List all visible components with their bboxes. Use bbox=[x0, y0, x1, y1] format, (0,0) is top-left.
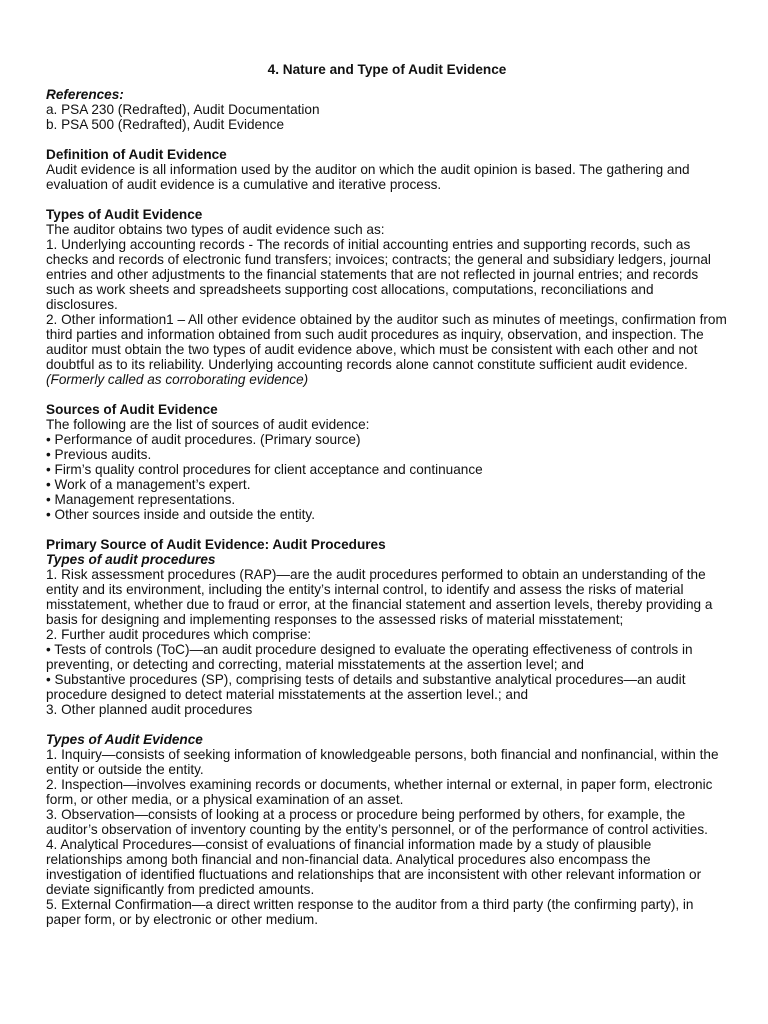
primary-source-heading: Primary Source of Audit Evidence: Audit Procedures bbox=[46, 537, 386, 552]
sources-heading: Sources of Audit Evidence bbox=[46, 402, 218, 417]
types-of-evidence-section bbox=[46, 732, 728, 927]
sources-section bbox=[46, 402, 728, 522]
types-section bbox=[46, 207, 728, 387]
sources-list-item: • Performance of audit procedures. (Primary source) bbox=[46, 432, 361, 447]
types-heading: Types of Audit Evidence bbox=[46, 207, 203, 222]
references-heading: References: bbox=[46, 87, 124, 102]
evidence-type-inquiry: 1. Inquiry—consists of seeking information of knowledgeable persons, both financial and nonfinancial, within the entity or outside the entity. bbox=[46, 747, 719, 777]
evidence-type-external-confirmation: 5. External Confirmation—a direct written response to the auditor from a third party (the confirming party), in paper form, or by electronic or other medium. bbox=[46, 897, 694, 927]
primary-source-section bbox=[46, 537, 728, 717]
evidence-type-analytical: 4. Analytical Procedures—consist of evaluations of financial information made by a study of plausible relationships among both financial and non-financial data. Analytical procedures also encompass the investigation of identified fluctuations and relationships that are inconsistent with other relevant information or deviate significantly from predicted amounts. bbox=[46, 837, 702, 897]
definition-text: Audit evidence is all information used by the auditor on which the audit opinion is based. The gathering and evaluation of audit evidence is a cumulative and iterative process. bbox=[46, 162, 690, 192]
procedure-item-risk-assessment: 1. Risk assessment procedures (RAP)—are the audit procedures performed to obtain an understanding of the entity and its environment, including the entity’s internal control, to identify and assess the risks of material misstatement, whether due to fraud or error, at the financial statement and assertion levels, thereby providing a basis for designing and implementing responses to the assessed risks of material misstatement; bbox=[46, 567, 713, 627]
types-item-other-information-text: 2. Other information1 – All other evidence obtained by the auditor such as minutes of meetings, confirmation from third parties and information obtained from such audit procedures as inquiry, observation, and inspection. The auditor must obtain the two types of audit evidence above, which must be consistent with each other and not doubtful as to its reliability. Underlying accounting records alone cannot constitute sufficient audit evidence. bbox=[46, 312, 727, 372]
types-item-other-information-note: (Formerly called as corroborating evidence) bbox=[46, 372, 309, 387]
types-item-other-information bbox=[46, 312, 728, 387]
reference-item: a. PSA 230 (Redrafted), Audit Documentation bbox=[46, 102, 320, 117]
evidence-type-observation: 3. Observation—consists of looking at a process or procedure being performed by others, for example, the auditor’s observation of inventory counting by the entity’s personnel, or of the performance of control activities. bbox=[46, 807, 708, 837]
evidence-type-inspection: 2. Inspection—involves examining records or documents, whether internal or external, in paper form, electronic form, or other media, or a physical examination of an asset. bbox=[46, 777, 713, 807]
procedure-subitem-tests-of-controls: • Tests of controls (ToC)—an audit procedure designed to evaluate the operating effectiveness of controls in preventing, or detecting and correcting, material misstatements at the assertion level; and bbox=[46, 642, 693, 672]
sources-list-item: • Management representations. bbox=[46, 492, 236, 507]
procedure-item-further: 2. Further audit procedures which comprise: bbox=[46, 627, 312, 642]
sources-intro: The following are the list of sources of audit evidence: bbox=[46, 417, 370, 432]
definition-heading: Definition of Audit Evidence bbox=[46, 147, 227, 162]
definition-section bbox=[46, 147, 728, 192]
procedure-item-other: 3. Other planned audit procedures bbox=[46, 702, 253, 717]
sources-list-item: • Work of a management’s expert. bbox=[46, 477, 251, 492]
page-title: 4. Nature and Type of Audit Evidence bbox=[267, 62, 507, 77]
procedure-subitem-substantive: • Substantive procedures (SP), comprising tests of details and substantive analytical procedures—an audit procedure designed to detect material misstatements at the assertion level.; and bbox=[46, 672, 686, 702]
sources-list-item: • Other sources inside and outside the entity. bbox=[46, 507, 315, 522]
references-section bbox=[46, 87, 728, 132]
sources-list-item: • Firm’s quality control procedures for client acceptance and continuance bbox=[46, 462, 483, 477]
types-of-evidence-heading: Types of Audit Evidence bbox=[46, 732, 203, 747]
audit-procedures-subheading: Types of audit procedures bbox=[46, 552, 216, 567]
types-intro: The auditor obtains two types of audit evidence such as: bbox=[46, 222, 385, 237]
sources-list-item: • Previous audits. bbox=[46, 447, 152, 462]
types-item-underlying-records: 1. Underlying accounting records - The records of initial accounting entries and supporting records, such as checks and records of electronic fund transfers; invoices; contracts; the general and subsidiary ledgers, journal entries and other adjustments to the financial statements that are not reflected in journal entries; and records such as work sheets and spreadsheets supporting cost allocations, computations, reconciliations and disclosures. bbox=[46, 237, 711, 312]
reference-item: b. PSA 500 (Redrafted), Audit Evidence bbox=[46, 117, 285, 132]
